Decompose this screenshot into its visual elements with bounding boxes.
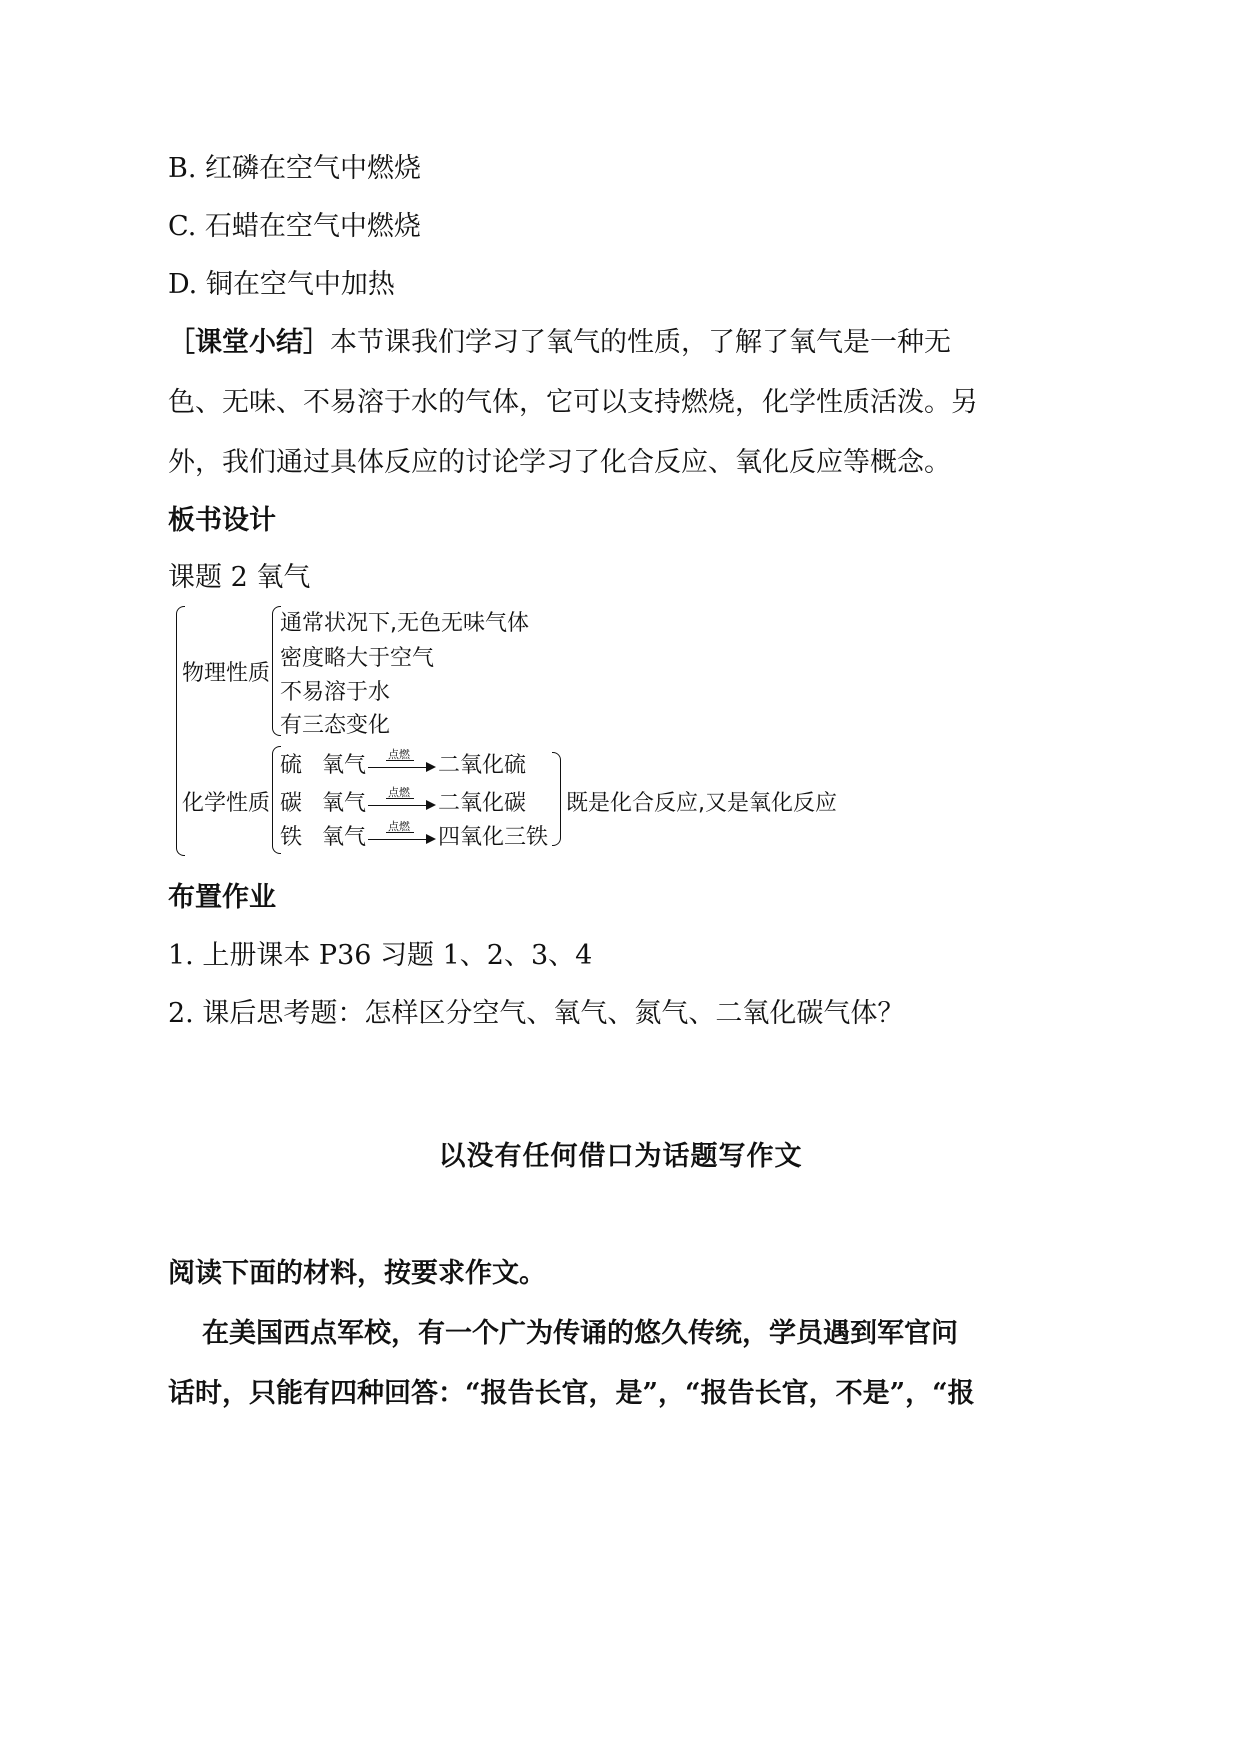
reaction-1-arrow-head [426,762,436,772]
reaction-2-condition: 点燃 [388,786,410,799]
reaction-2-reactant: 碳 [280,791,303,816]
reaction-3-arrow-line [368,839,428,840]
reaction-2-product: 二氧化碳 [438,791,527,816]
reaction-2-oxidant: 氧气 [322,791,367,816]
physical-item-1: 通常状况下,无色无味气体 [280,611,529,636]
summary-line-3: 外，我们通过具体反应的讨论学习了化合反应、氧化反应等概念。 [168,447,951,478]
physical-item-4: 有三态变化 [280,713,391,738]
reaction-right-brace [552,752,561,846]
essay-title: 以没有任何借口为话题写作文 [438,1141,803,1172]
reaction-3-reactant: 铁 [280,825,303,850]
reaction-2-condition-underline [386,798,414,799]
reaction-3-condition: 点燃 [388,820,410,833]
option-b: B. 红磷在空气中燃烧 [168,153,422,184]
reaction-1-reactant: 硫 [280,753,303,778]
reaction-3-arrow-head [426,834,436,844]
reaction-1-arrow-line [368,767,428,768]
reaction-3-condition-underline [386,832,414,833]
option-c: C. 石蜡在空气中燃烧 [168,211,421,242]
essay-instruction: 阅读下面的材料，按要求作文。 [168,1258,546,1289]
physical-label: 物理性质 [182,661,271,686]
reaction-1-product: 二氧化硫 [438,753,527,778]
chemical-label: 化学性质 [182,791,271,816]
homework-item-1: 1. 上册课本 P36 习题 1、2、3、4 [168,940,593,971]
reaction-2-arrow-line [368,805,428,806]
reaction-3-oxidant: 氧气 [322,825,367,850]
essay-paragraph-line-1: 在美国西点军校，有一个广为传诵的悠久传统，学员遇到军官问 [202,1318,958,1349]
reaction-1-condition-underline [386,760,414,761]
board-heading: 板书设计 [168,505,276,536]
physical-item-2: 密度略大于空气 [280,646,435,671]
reaction-2-arrow-head [426,800,436,810]
reaction-3-product: 四氧化三铁 [438,825,549,850]
reaction-1-condition: 点燃 [388,748,410,761]
summary-line-2: 色、无味、不易溶于水的气体，它可以支持燃烧，化学性质活泼。另 [168,387,978,418]
homework-heading: 布置作业 [168,882,276,913]
board-title: 课题 2 氧气 [168,562,311,593]
option-d: D. 铜在空气中加热 [168,269,395,300]
essay-paragraph-line-2: 话时，只能有四种回答：“报告长官，是”，“报告长官，不是”，“报 [168,1378,975,1409]
reaction-1-oxidant: 氧气 [322,753,367,778]
reaction-note: 既是化合反应,又是氧化反应 [566,791,837,816]
summary-paragraph [168,320,951,359]
homework-item-2: 2. 课后思考题：怎样区分空气、氧气、氮气、二氧化碳气体？ [168,998,905,1029]
summary-line-1: 本节课我们学习了氧气的性质，了解了氧气是一种无 [330,327,951,358]
outer-brace [176,606,185,856]
physical-item-3: 不易溶于水 [280,680,391,705]
summary-label: ［课堂小结］ [168,327,330,358]
